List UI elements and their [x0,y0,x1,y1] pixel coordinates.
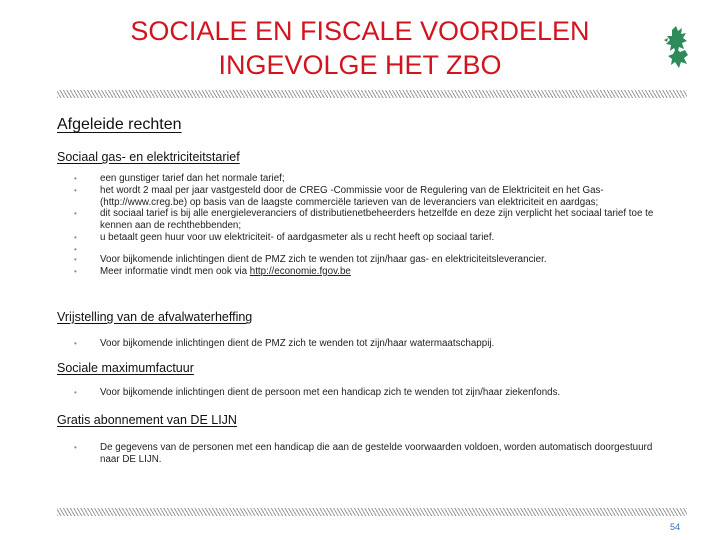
maximumfactuur-list [74,387,674,399]
list-item: • dit sociaal tarief is bij alle energieleveranciers of distributienetbeheerders hetzelfde en deze zijn verplicht het sociaal tarief toe te kennen aan de rechthebbenden; [74,208,674,232]
sociaal-tarief-title: Sociaal gas- en elektriciteitstarief [57,150,240,164]
page-number: 54 [670,522,681,532]
list-item: • Voor bijkomende inlichtingen dient de PMZ zich te wenden tot zijn/haar gas- en elektriciteitsleverancier. [74,254,674,266]
info-text: Meer informatie vindt men ook via [100,265,250,277]
maximumfactuur-title: Sociale maximumfactuur [57,361,194,375]
list-item: • een gunstiger tarief dan het normale tarief; [74,173,674,185]
bottom-hatch-divider [57,508,687,516]
slide-title-line2: INGEVOLGE HET ZBO [218,50,502,80]
list-item: • De gegevens van de personen met een handicap die aan de gestelde voorwaarden voldoen, worden automatisch doorgestuurd naar DE LIJN. [74,442,654,466]
list-item: • het wordt 2 maal per jaar vastgesteld door de CREG -Commissie voor de Regulering van de Elektriciteit en het Gas- (http://www.creg.be) op basis van de laagste commerciële tarieven van de leveranciers van elektriciteit en aardgas; [74,185,674,209]
economie-link[interactable]: http://economie.fgov.be [249,265,351,277]
list-item: • Voor bijkomende inlichtingen dient de persoon met een handicap zich te wenden tot zijn/haar ziekenfonds. [74,387,674,399]
section-heading-text: Afgeleide rechten [57,116,182,133]
slide-title-line1: SOCIALE EN FISCALE VOORDELEN [130,16,590,46]
sociaal-tarief-list [74,173,674,277]
flemish-lion-logo-icon [662,24,696,72]
list-item: • Voor bijkomende inlichtingen dient de PMZ zich te wenden tot zijn/haar watermaatschappij. [74,338,674,350]
top-hatch-divider [57,90,687,98]
slide-title [0,14,720,82]
de-lijn-title: Gratis abonnement van DE LIJN [57,413,237,427]
list-item: • u betaalt geen huur voor uw elektriciteit- of aardgasmeter als u recht heeft op sociaal tarief. [74,232,674,244]
list-spacer [74,244,674,254]
list-item [74,266,674,278]
afvalwater-list [74,338,674,350]
afvalwater-title: Vrijstelling van de afvalwaterheffing [57,310,253,324]
section-heading [57,116,182,134]
de-lijn-list [74,442,654,466]
